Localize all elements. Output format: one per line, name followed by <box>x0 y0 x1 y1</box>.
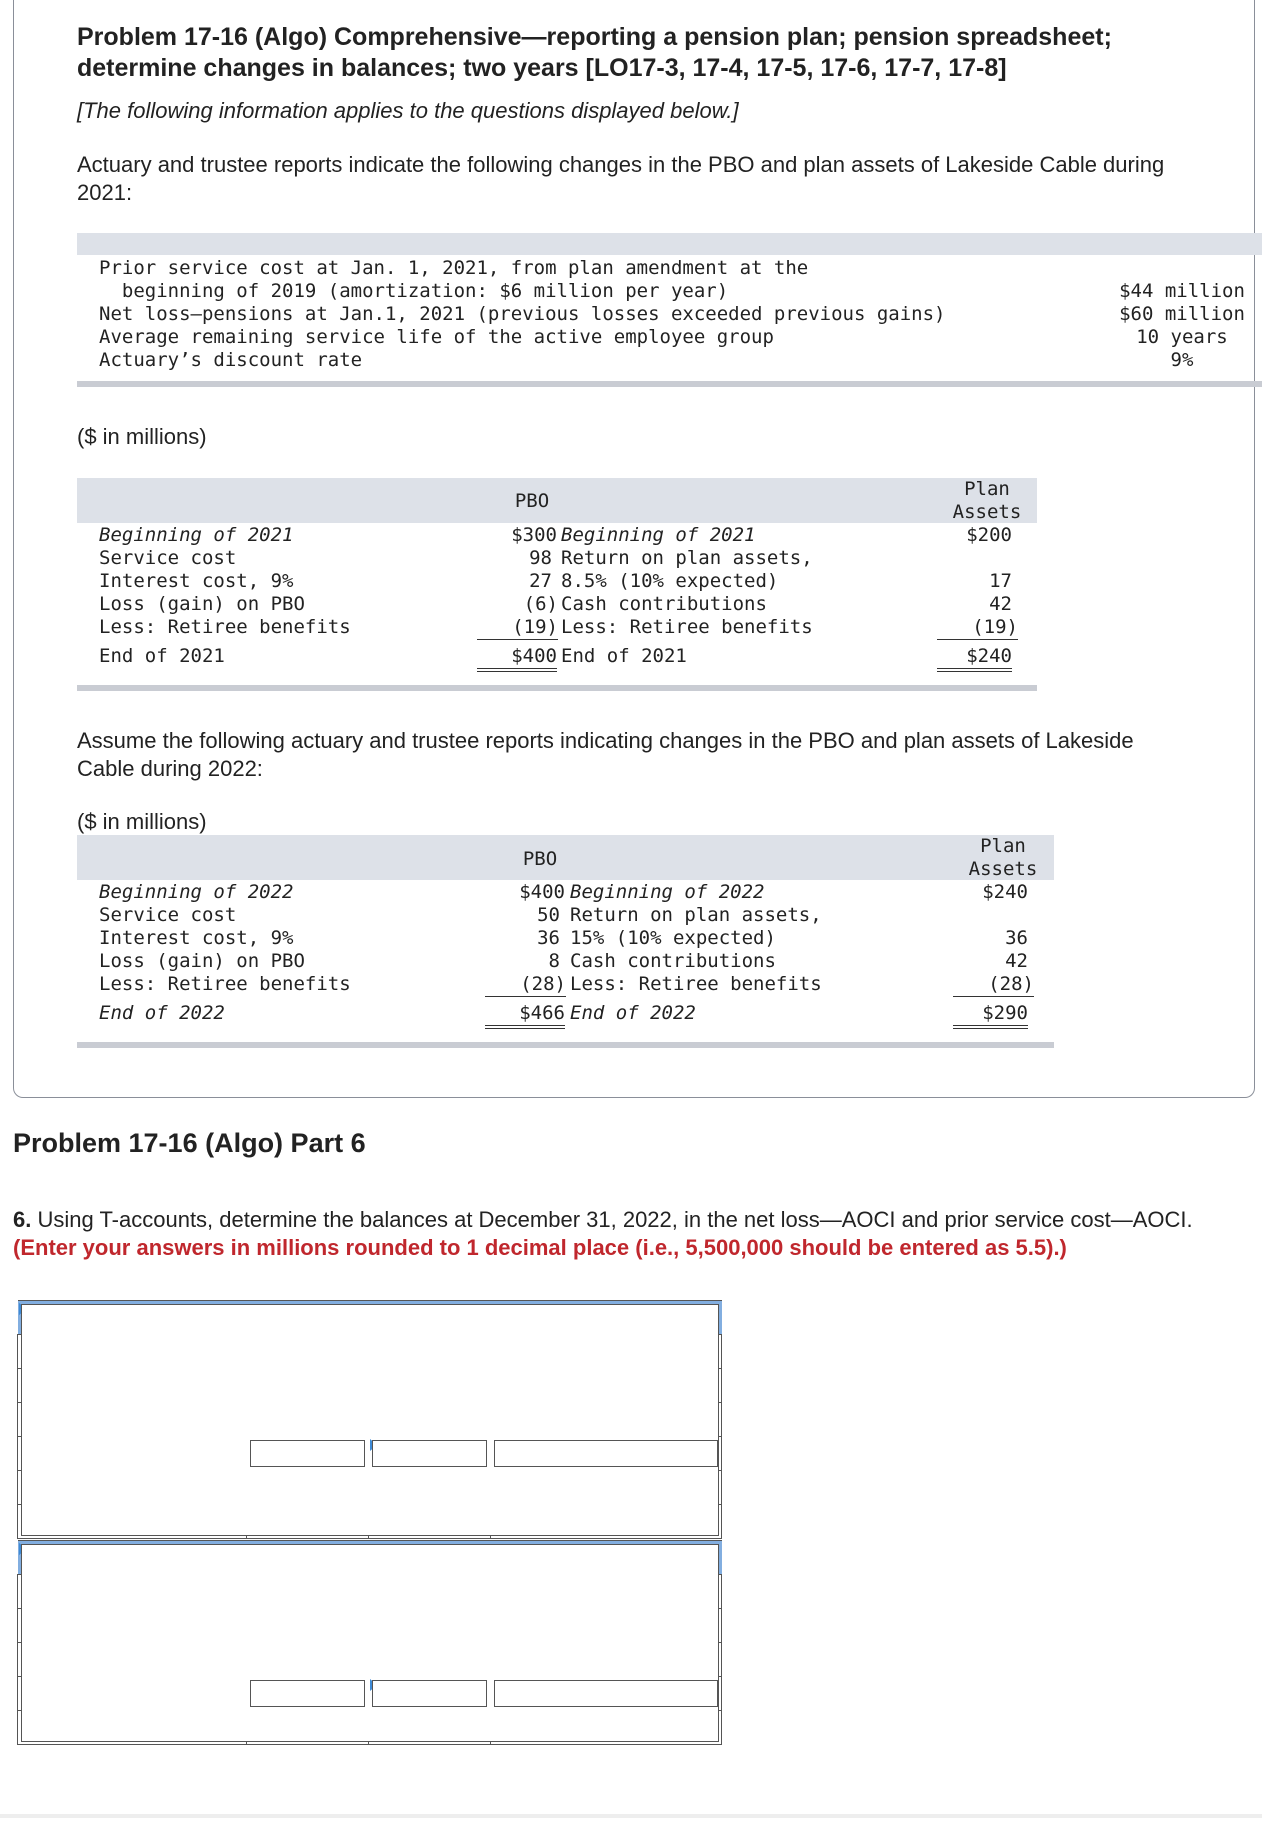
pbo-value: 8 <box>548 950 560 972</box>
credit-cell[interactable] <box>369 1677 491 1711</box>
facts-label: Prior service cost at Jan. 1, 2021, from plan amendment at the <box>99 257 809 279</box>
label-input[interactable] <box>372 1680 487 1707</box>
row-label: End of 2022 <box>99 1002 225 1024</box>
pbo-total: $466 <box>485 1002 565 1029</box>
assets-value: 42 <box>1005 950 1028 972</box>
question-text <box>13 1206 1262 1262</box>
facts-value: $44 million <box>1119 280 1245 302</box>
problem-title: Problem 17-16 (Algo) Comprehensive—reporting a pension plan; pension spreadsheet; determine changes in balances; two years [LO17-3, 17-4, 17-5, 17-6, 17-7, 17-8] <box>77 23 1112 82</box>
intro-2022: Assume the following actuary and trustee reports indicating changes in the PBO and plan assets of Lakeside Cable during 2022: <box>77 728 1134 781</box>
divider <box>77 685 1037 691</box>
row-label: End of 2022 <box>570 1002 696 1024</box>
balance-cell[interactable] <box>247 1711 369 1745</box>
divider <box>77 1042 1054 1048</box>
balance-cell <box>491 1711 722 1745</box>
row-label: Less: Retiree benefits <box>99 616 351 638</box>
t-account-net-loss <box>17 1300 722 1539</box>
row-label: Loss (gain) on PBO <box>99 593 305 615</box>
units-label: ($ in millions) <box>77 809 207 834</box>
question-number: 6. <box>13 1207 32 1232</box>
pbo-value: (6) <box>523 593 558 615</box>
page-bottom-divider <box>0 1814 1262 1818</box>
assets-value: 17 <box>989 570 1012 592</box>
row-label: Return on plan assets, <box>570 904 822 926</box>
assets-value: $200 <box>966 524 1012 546</box>
pbo-value: (19) <box>477 616 558 640</box>
pbo-value: $400 <box>519 881 565 903</box>
table-2022 <box>77 831 1054 1041</box>
row-label: Beginning of 2022 <box>570 881 765 903</box>
plan-assets-header: Assets <box>968 858 1038 880</box>
pbo-header: PBO <box>514 490 550 512</box>
facts-table <box>77 255 1262 380</box>
pbo-value: 27 <box>529 570 552 592</box>
plan-assets-header: Assets <box>952 501 1022 523</box>
facts-value: 9% <box>1170 349 1194 371</box>
row-label: Service cost <box>99 547 237 569</box>
assets-value: (28) <box>953 973 1034 997</box>
row-label: Cash contributions <box>570 950 776 972</box>
facts-label: Net loss—pensions at Jan.1, 2021 (previous losses exceeded previous gains) <box>99 303 946 325</box>
amount-input[interactable] <box>494 1440 718 1467</box>
row-label: End of 2021 <box>561 645 687 667</box>
balance-cell <box>491 1471 722 1505</box>
assets-value: (19) <box>937 616 1018 640</box>
assets-value: 36 <box>1005 927 1028 949</box>
row-label: Less: Retiree benefits <box>99 973 351 995</box>
row-label: Beginning of 2022 <box>99 881 294 903</box>
credit-amount-cell[interactable] <box>491 1437 722 1471</box>
credit-amount-cell[interactable] <box>491 1677 722 1711</box>
pbo-value: 50 <box>537 904 560 926</box>
row-label: Interest cost, 9% <box>99 927 294 949</box>
plan-assets-header: Plan <box>980 835 1026 857</box>
row-label: Less: Retiree benefits <box>570 973 822 995</box>
credit-cell[interactable] <box>369 1437 491 1471</box>
pbo-value: $300 <box>511 524 557 546</box>
info-note: [The following information applies to the questions displayed below.] <box>77 98 739 123</box>
debit-cell[interactable] <box>247 1437 369 1471</box>
pbo-value: 98 <box>529 547 552 569</box>
amount-input[interactable] <box>494 1680 718 1707</box>
balance-cell[interactable] <box>369 1711 491 1745</box>
plan-assets-header: Plan <box>964 478 1010 500</box>
row-label: 15% (10% expected) <box>570 927 776 949</box>
pbo-header: PBO <box>522 848 558 870</box>
facts-value: $60 million <box>1119 303 1245 325</box>
facts-header-band <box>77 233 1262 255</box>
row-label: Return on plan assets, <box>561 547 813 569</box>
row-label: Less: Retiree benefits <box>561 616 813 638</box>
pbo-value: (28) <box>485 973 566 997</box>
question-instruction: (Enter your answers in millions rounded to 1 decimal place (i.e., 5,500,000 should be entered as 5.5).) <box>13 1235 1067 1260</box>
balance-cell[interactable] <box>247 1471 369 1505</box>
debit-cell[interactable] <box>247 1677 369 1711</box>
assets-value: $240 <box>982 881 1028 903</box>
divider <box>77 381 1262 387</box>
balance-cell[interactable] <box>369 1471 491 1505</box>
assets-value: 42 <box>989 593 1012 615</box>
row-label: Beginning of 2021 <box>99 524 294 546</box>
part-heading: Problem 17-16 (Algo) Part 6 <box>13 1128 366 1158</box>
pbo-total: $400 <box>477 645 557 672</box>
row-label: Loss (gain) on PBO <box>99 950 305 972</box>
table-2021 <box>77 474 1037 684</box>
facts-label: beginning of 2019 (amortization: $6 million per year) <box>99 280 729 302</box>
row-label: 8.5% (10% expected) <box>561 570 779 592</box>
row-label: Beginning of 2021 <box>561 524 756 546</box>
t-account-prior-service-cost <box>17 1540 722 1745</box>
entry-label-cell[interactable] <box>18 1677 247 1711</box>
assets-total: $240 <box>937 645 1012 672</box>
question-body: Using T-accounts, determine the balances at December 31, 2022, in the net loss—AOCI and prior service cost—AOCI. <box>37 1207 1193 1232</box>
entry-label-cell[interactable] <box>18 1437 247 1471</box>
amount-input[interactable] <box>250 1680 365 1707</box>
assets-total: $290 <box>953 1002 1028 1029</box>
facts-value: 10 years <box>1136 326 1228 348</box>
label-input[interactable] <box>372 1440 487 1467</box>
row-label: End of 2021 <box>99 645 225 667</box>
facts-label: Actuary’s discount rate <box>99 349 363 371</box>
intro-text: Actuary and trustee reports indicate the following changes in the PBO and plan assets of Lakeside Cable during 2021: <box>77 152 1165 205</box>
row-label: Interest cost, 9% <box>99 570 294 592</box>
row-label: Service cost <box>99 904 237 926</box>
facts-label: Average remaining service life of the active employee group <box>99 326 774 348</box>
amount-input[interactable] <box>250 1440 365 1467</box>
pbo-value: 36 <box>537 927 560 949</box>
units-label: ($ in millions) <box>77 424 207 449</box>
row-label: Cash contributions <box>561 593 767 615</box>
